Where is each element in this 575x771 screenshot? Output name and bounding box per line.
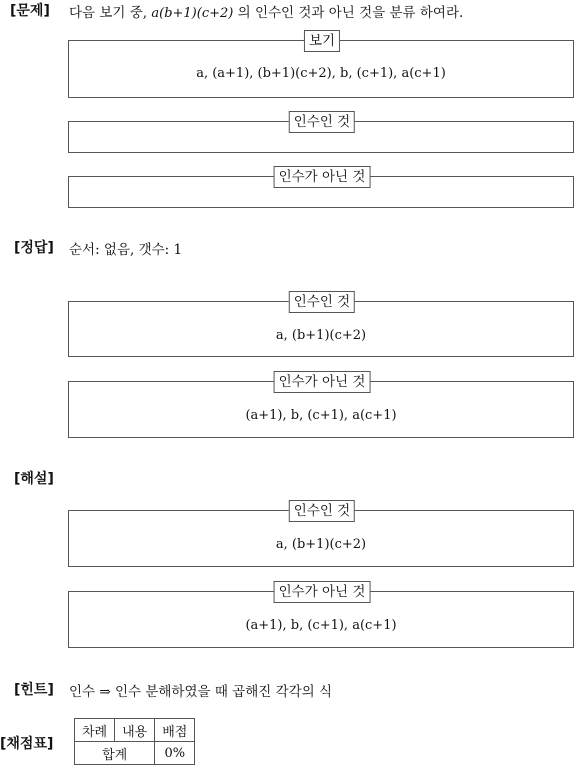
solution-nonfactor-legend: 인수가 아닌 것 bbox=[274, 581, 371, 603]
problem-factor-box bbox=[68, 114, 574, 153]
scoring-header-order: 차례 bbox=[75, 719, 115, 742]
problem-factor-legend: 인수인 것 bbox=[289, 111, 355, 133]
solution-tag: [해설] bbox=[14, 471, 54, 487]
hint-tag: [힌트] bbox=[14, 682, 54, 698]
view-box-content: a, (a+1), (b+1)(c+2), b, (c+1), a(c+1) bbox=[196, 66, 446, 81]
answer-factor-legend: 인수인 것 bbox=[289, 291, 355, 313]
solution-nonfactor-box bbox=[68, 584, 574, 648]
view-box-legend: 보기 bbox=[304, 30, 340, 52]
problem-text-suffix: 의 인수인 것과 아닌 것을 분류 하여라. bbox=[233, 5, 464, 21]
problem-expression: a(b+1)(c+2) bbox=[151, 6, 234, 21]
answer-info: 순서: 없음, 갯수: 1 bbox=[69, 242, 183, 258]
scoring-header-content: 내용 bbox=[115, 719, 155, 742]
answer-nonfactor-box bbox=[68, 374, 574, 438]
view-box bbox=[68, 33, 574, 98]
solution-factor-legend: 인수인 것 bbox=[289, 500, 355, 522]
problem-text-prefix: 다음 보기 중, bbox=[69, 5, 152, 21]
solution-factor-content: a, (b+1)(c+2) bbox=[275, 537, 367, 552]
problem-text bbox=[69, 1, 463, 21]
answer-factor-content: a, (b+1)(c+2) bbox=[275, 328, 367, 343]
scoring-total-value: 0% bbox=[155, 742, 195, 765]
answer-nonfactor-legend: 인수가 아닌 것 bbox=[274, 371, 371, 393]
problem-tag: [문제] bbox=[10, 3, 50, 19]
answer-tag: [정답] bbox=[14, 240, 54, 256]
solution-nonfactor-content: (a+1), b, (c+1), a(c+1) bbox=[245, 618, 397, 633]
scoring-tag: [채점표] bbox=[0, 736, 54, 752]
answer-nonfactor-content: (a+1), b, (c+1), a(c+1) bbox=[245, 408, 397, 423]
hint-text: 인수 ⇒ 인수 분해하였을 때 곱해진 각각의 식 bbox=[69, 684, 333, 700]
solution-factor-box bbox=[68, 503, 574, 567]
problem-nonfactor-legend: 인수가 아닌 것 bbox=[274, 166, 371, 188]
scoring-total-label: 합계 bbox=[75, 742, 155, 765]
scoring-header-points: 배점 bbox=[155, 719, 195, 742]
answer-factor-box bbox=[68, 294, 574, 357]
scoring-header-row bbox=[75, 719, 195, 742]
scoring-total-row bbox=[75, 742, 195, 765]
problem-nonfactor-box bbox=[68, 169, 574, 208]
scoring-table bbox=[74, 718, 195, 765]
